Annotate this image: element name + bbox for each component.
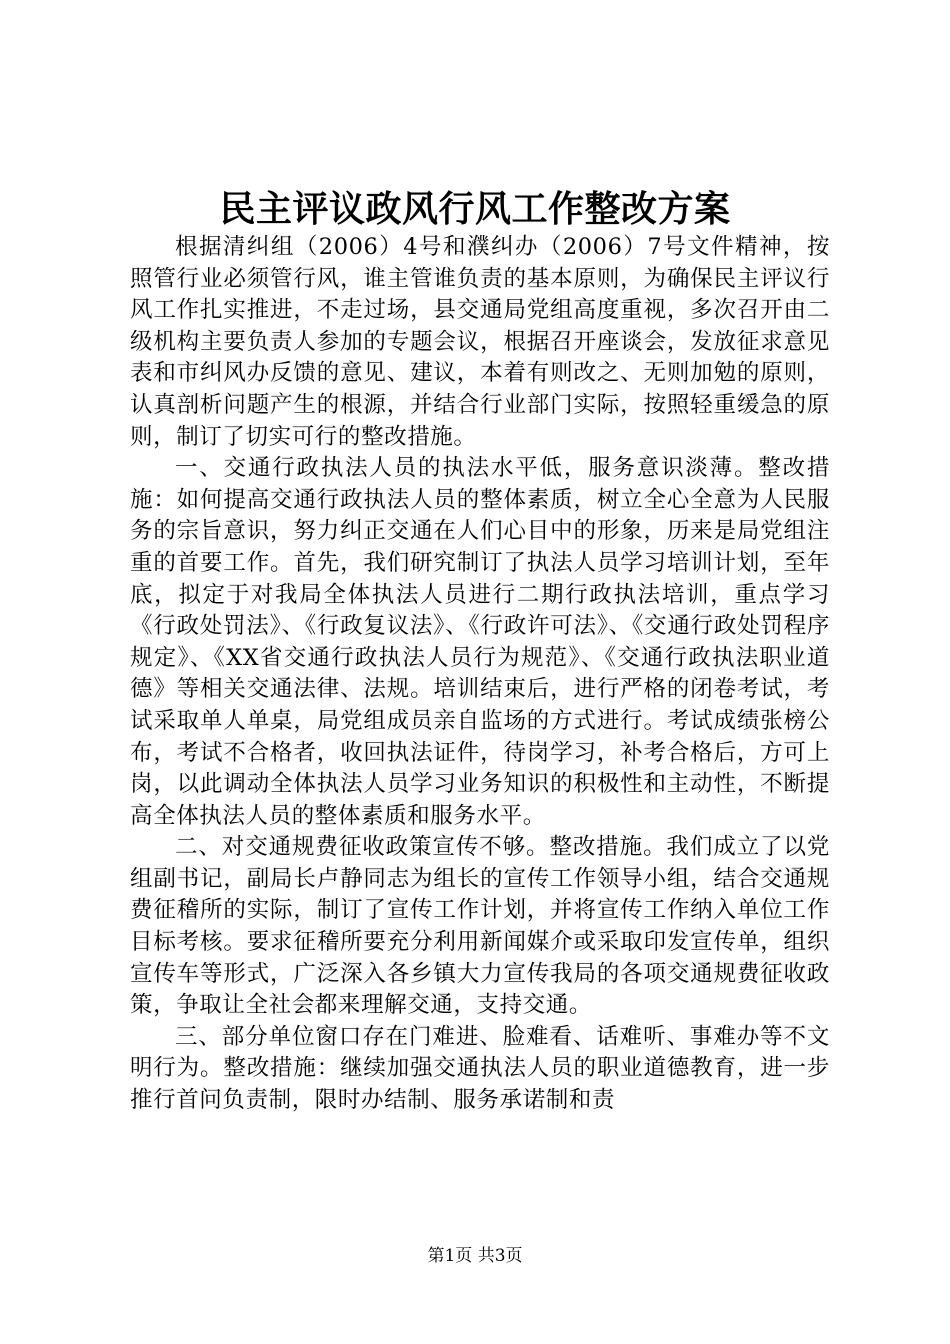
- paragraph-item-1: 一、交通行政执法人员的执法水平低，服务意识淡薄。整改措施：如何提高交通行政执法人员的整体素质，树立全心全意为人民服务的宗旨意识，努力纠正交通在人们心目中的形象，历来是局党组注重的首要工作。首先，我们研究制订了执法人员学习培训计划，至年底，拟定于对我局全体执法人员进行二期行政执法培训，重点学习《行政处罚法》、《行政复议法》、《行政许可法》、《交通行政处罚程序规定》、《XX省交通行政执法人员行为规范》、《交通行政执法职业道德》等相关交通法律、法规。培训结束后，进行严格的闭卷考试，考试采取单人单桌，局党组成员亲自监场的方式进行。考试成绩张榜公布，考试不合格者，收回执法证件，待岗学习，补考合格后，方可上岗，以此调动全体执法人员学习业务知识的积极性和主动性，不断提高全体执法人员的整体素质和服务水平。: [130, 455, 830, 829]
- document-title: 民主评议政风行风工作整改方案: [219, 188, 731, 230]
- paragraph-item-3: 三、部分单位窗口存在门难进、脸难看、话难听、事难办等不文明行为。整改措施：继续加强交通执法人员的职业道德教育，进一步推行首问负责制，限时办结制、服务承诺制和责: [130, 1023, 830, 1114]
- document-body: [130, 232, 830, 1117]
- paragraph-item-2: 二、对交通规费征收政策宣传不够。整改措施。我们成立了以党组副书记，副局长卢静同志为组长的宣传工作领导小组，结合交通规费征稽所的实际，制订了宣传工作计划，并将宣传工作纳入单位工作目标考核。要求征稽所要充分利用新闻媒介或采取印发宣传单，组织宣传车等形式，广泛深入各乡镇大力宣传我局的各项交通规费征收政策，争取让全社会都来理解交通，支持交通。: [130, 834, 830, 1019]
- page-number-footer: 第1页 共3页: [427, 1246, 523, 1266]
- paragraph-intro: 根据清纠组（2006）4号和濮纠办（2006）7号文件精神，按照管行业必须管行风，谁主管谁负责的基本原则，为确保民主评议行风工作扎实推进，不走过场，县交通局党组高度重视，多次召开由二级机构主要负责人参加的专题会议，根据召开座谈会，发放征求意见表和市纠风办反馈的意见、建议，本着有则改之、无则加勉的原则，认真剖析问题产生的根源，并结合行业部门实际，按照轻重缓急的原则，制订了切实可行的整改措施。: [130, 234, 830, 450]
